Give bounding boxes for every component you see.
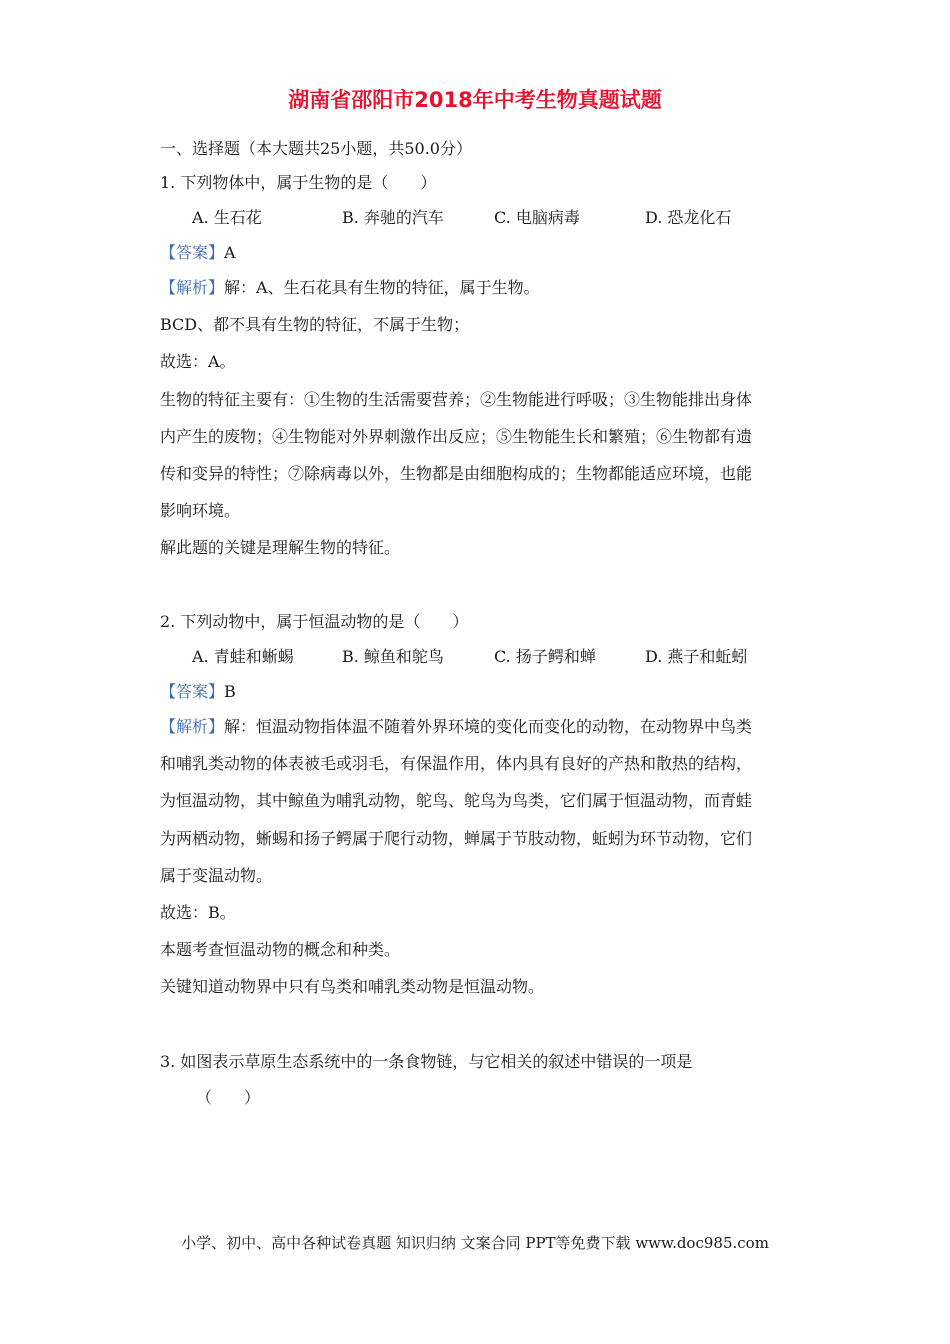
analysis-line: 故选：B。 — [160, 903, 236, 922]
option-d: D. 恐龙化石 — [645, 208, 732, 227]
analysis-tag: 【解析】 — [160, 717, 225, 736]
analysis-line: 本题考查恒温动物的概念和种类。 — [160, 940, 401, 959]
analysis-line: 内产生的废物；④生物能对外界刺激作出反应；⑤生物能生长和繁殖；⑥生物都有遗 — [160, 427, 753, 446]
analysis-line: 为恒温动物，其中鲸鱼为哺乳动物，鸵鸟、鸵鸟为鸟类，它们属于恒温动物，而青蛙 — [160, 791, 753, 810]
answer-value: B — [224, 682, 236, 701]
analysis-line: 故选：A。 — [160, 352, 236, 371]
question-2-analysis — [160, 717, 790, 737]
option-b: B. 奔驰的汽车 — [342, 208, 444, 227]
option-a: A. 青蛙和蜥蜴 — [192, 647, 294, 666]
option-b: B. 鲸鱼和鸵鸟 — [342, 647, 444, 666]
answer-tag: 【答案】 — [160, 243, 225, 262]
analysis-line: 为两栖动物，蜥蜴和扬子鳄属于爬行动物，蝉属于节肢动物，蚯蚓为环节动物，它们 — [160, 829, 753, 848]
option-d: D. 燕子和蚯蚓 — [645, 647, 748, 666]
analysis-line: 和哺乳类动物的体表被毛或羽毛，有保温作用，体内具有良好的产热和散热的结构， — [160, 754, 753, 773]
page-title: 湖南省邵阳市2018年中考生物真题试题 — [288, 88, 662, 112]
question-1-stem: 1. 下列物体中，属于生物的是（ ） — [160, 173, 437, 192]
question-3-stem-continued: （ ） — [196, 1088, 261, 1107]
question-1-answer — [160, 243, 790, 263]
question-1-analysis — [160, 278, 790, 298]
analysis-line: 生物的特征主要有：①生物的生活需要营养；②生物能进行呼吸；③生物能排出身体 — [160, 390, 753, 409]
answer-tag: 【答案】 — [160, 682, 225, 701]
analysis-line: 影响环境。 — [160, 501, 241, 520]
question-2-stem: 2. 下列动物中，属于恒温动物的是（ ） — [160, 612, 469, 631]
section-heading: 一、选择题（本大题共25小题，共50.0分） — [160, 139, 472, 158]
answer-value: A — [224, 243, 236, 262]
option-a: A. 生石花 — [192, 208, 262, 227]
analysis-text: 解：恒温动物指体温不随着外界环境的变化而变化的动物，在动物界中鸟类 — [224, 717, 753, 736]
option-c: C. 电脑病毒 — [494, 208, 580, 227]
analysis-line: BCD、都不具有生物的特征，不属于生物； — [160, 315, 470, 334]
analysis-line: 解此题的关键是理解生物的特征。 — [160, 538, 401, 557]
analysis-text: 解：A、生石花具有生物的特征，属于生物。 — [224, 278, 540, 297]
analysis-line: 属于变温动物。 — [160, 866, 273, 885]
option-c: C. 扬子鳄和蝉 — [494, 647, 596, 666]
analysis-line: 关键知道动物界中只有鸟类和哺乳类动物是恒温动物。 — [160, 977, 545, 996]
question-2-answer — [160, 682, 790, 702]
analysis-tag: 【解析】 — [160, 278, 225, 297]
question-3-stem: 3. 如图表示草原生态系统中的一条食物链，与它相关的叙述中错误的一项是 — [160, 1052, 693, 1071]
analysis-line: 传和变异的特性；⑦除病毒以外，生物都是由细胞构成的；生物都能适应环境，也能 — [160, 464, 753, 483]
page-footer: 小学、初中、高中各种试卷真题 知识归纳 文案合同 PPT等免费下载 www.doc985.com — [181, 1234, 769, 1252]
